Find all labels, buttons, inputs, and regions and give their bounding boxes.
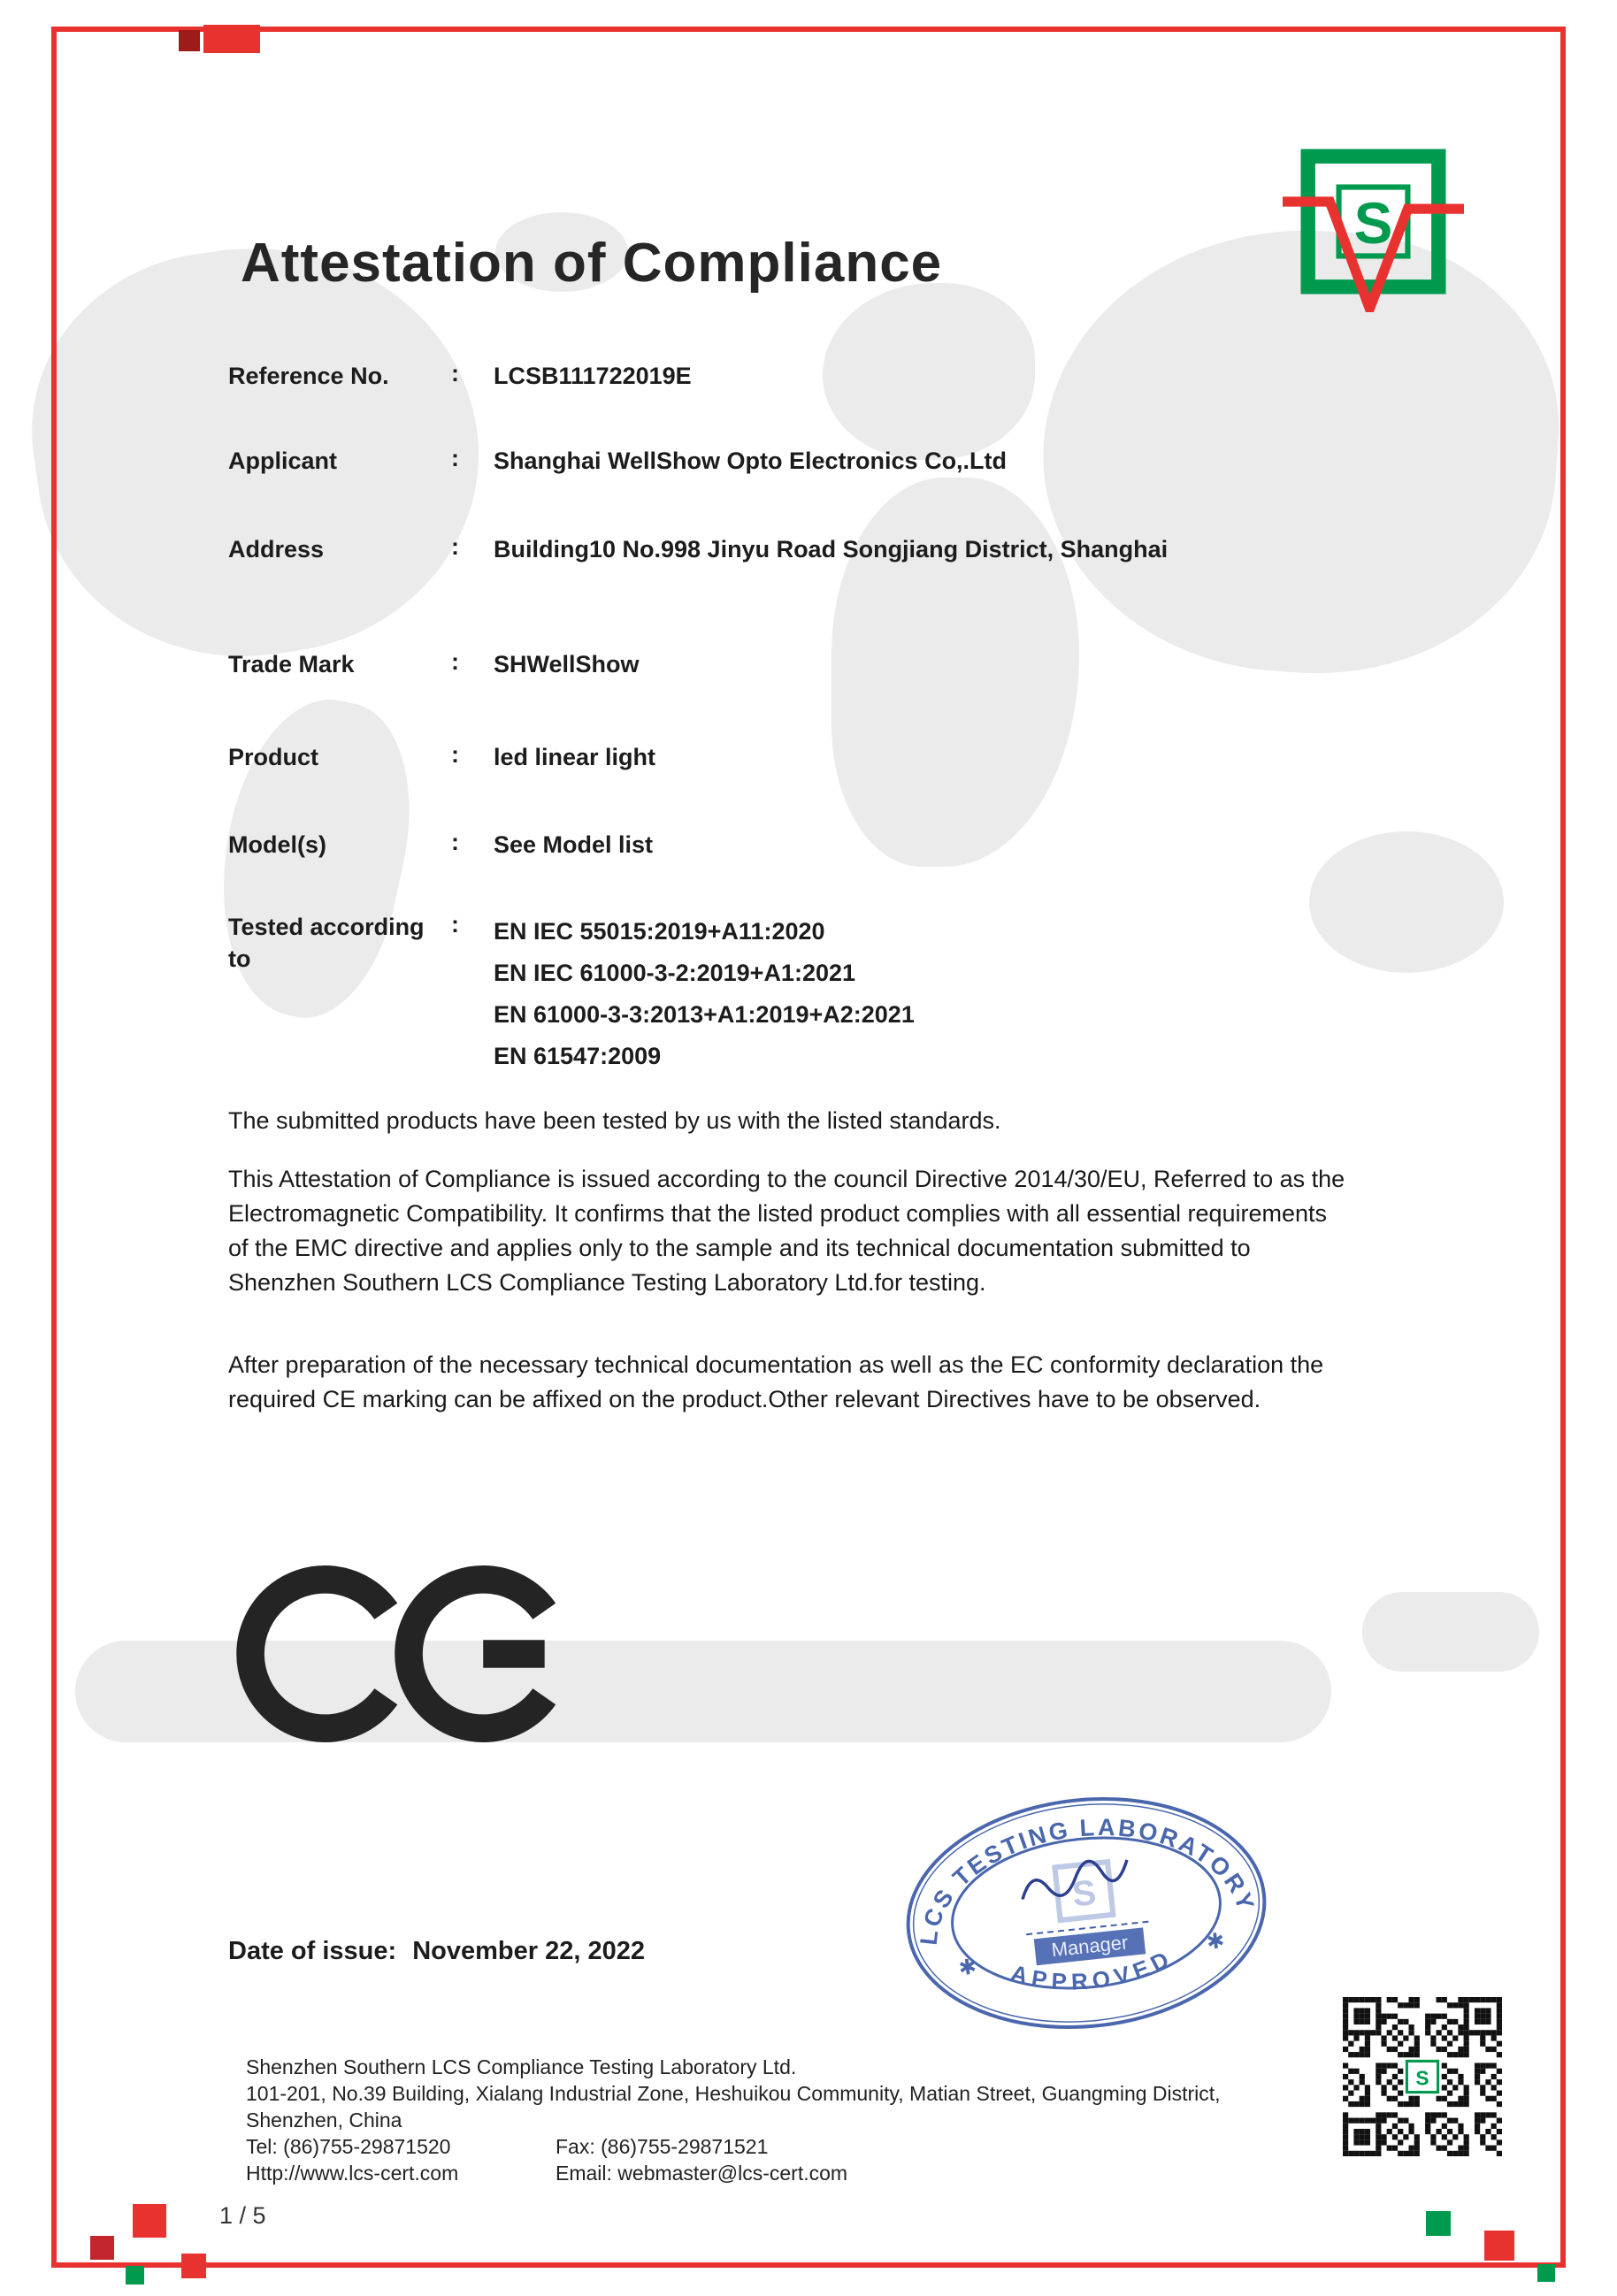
ce-mark-graphic [232, 1550, 586, 1758]
field-label: Product [228, 744, 319, 770]
field-separator: : [451, 445, 459, 471]
footer-fax: Fax: (86)755-29871521 [556, 2135, 769, 2158]
field-separator: : [451, 648, 459, 675]
footer-website: Http://www.lcs-cert.com [246, 2162, 459, 2185]
field-separator: : [451, 533, 459, 560]
qr-center-logo-letter: S [1415, 2066, 1429, 2090]
stamp-star-right: ✱ [1205, 1928, 1226, 1955]
field-applicant [228, 445, 1405, 477]
qr-code-graphic [1343, 1997, 1502, 2156]
stamp-top-text: LCS TESTING LABORATORY [915, 1813, 1261, 1947]
field-separator: : [451, 911, 459, 938]
field-trade-mark [228, 648, 1405, 680]
date-of-issue-value: November 22, 2022 [412, 1937, 646, 1965]
field-separator: : [451, 741, 459, 768]
standard-item: EN IEC 55015:2019+A11:2020 [494, 918, 825, 945]
paragraph-ce-marking-statement: After preparation of the necessary technical documentation as well as the EC conformity declaration the required CE marking can be affixed on the product.Other relevant Directives have to be observed. [228, 1351, 1324, 1412]
corner-decoration-bottom-left-1 [133, 2204, 166, 2238]
field-value: Building10 No.998 Jinyu Road Songjiang District, Shanghai [494, 536, 1169, 563]
page-title: Attestation of Compliance [241, 233, 943, 294]
paragraph-tested-statement: The submitted products have been tested by us with the listed standards. [228, 1107, 1001, 1134]
stamp-role-label: Manager [1050, 1931, 1130, 1962]
field-separator: : [451, 360, 459, 386]
field-label: Reference No. [228, 363, 389, 389]
field-separator: : [451, 829, 459, 855]
field-value: led linear light [494, 744, 656, 770]
footer-company: Shenzhen Southern LCS Compliance Testing Laboratory Ltd. [246, 2055, 797, 2078]
corner-decoration-bottom-right-2 [1484, 2231, 1514, 2261]
corner-decoration-top-left-dark [179, 30, 200, 51]
corner-decoration-bottom-left-4 [181, 2254, 206, 2278]
field-label: Tested according to [228, 914, 425, 972]
field-value: LCSB111722019E [494, 363, 692, 389]
field-product [228, 741, 1405, 773]
footer-email: Email: webmaster@lcs-cert.com [556, 2162, 848, 2185]
field-address [228, 533, 1405, 565]
qr-code [1343, 1997, 1502, 2156]
field-reference-no [228, 360, 1405, 392]
field-models [228, 829, 1405, 861]
footer-tel: Tel: (86)755-29871520 [246, 2135, 451, 2158]
field-label: Address [228, 536, 325, 563]
field-tested-according-to [228, 911, 1405, 1077]
approval-stamp-graphic [879, 1765, 1293, 2061]
page-number: 1 / 5 [219, 2202, 266, 2229]
standard-item: EN IEC 61000-3-2:2019+A1:2021 [494, 960, 856, 986]
stamp-center-logo-letter: S [1070, 1872, 1099, 1915]
field-value: See Model list [494, 831, 654, 858]
standard-item: EN 61000-3-3:2013+A1:2019+A2:2021 [494, 1001, 915, 1028]
lcs-logo-letter: S [1353, 191, 1393, 256]
ce-mark [232, 1550, 586, 1758]
footer-address-line2: Shenzhen, China [246, 2108, 402, 2131]
paragraph-attestation-statement: This Attestation of Compliance is issued according to the council Directive 2014/30/EU, Referred to as the Electromagnetic Compatibility. It confirms that the listed product complies with all essential requirements of the EMC directive and applies only to the sample and its technical documentation submitted to Shenzhen Southern LCS Compliance Testing Laboratory Ltd.for testing. [228, 1166, 1345, 1296]
corner-decoration-bottom-left-3 [126, 2266, 144, 2285]
corner-decoration-top-left-red [203, 25, 260, 53]
date-of-issue-label: Date of issue: [228, 1937, 397, 1965]
corner-decoration-bottom-right-1 [1426, 2211, 1451, 2236]
approval-stamp [879, 1765, 1293, 2061]
stamp-star-left: ✱ [957, 1955, 978, 1981]
corner-decoration-bottom-right-3 [1537, 2264, 1555, 2282]
lcs-logo [1283, 131, 1464, 312]
date-of-issue [228, 1937, 645, 1966]
lcs-logo-graphic [1283, 131, 1464, 312]
field-label: Trade Mark [228, 651, 355, 677]
field-label: Applicant [228, 448, 338, 474]
stamp-bottom-text: APPROVED [1008, 1943, 1178, 1995]
footer-address-line1: 101-201, No.39 Building, Xialang Industrial Zone, Heshuikou Community, Matian Street, Guangming District, [246, 2082, 1221, 2105]
standard-item: EN 61547:2009 [494, 1043, 662, 1069]
field-label: Model(s) [228, 831, 326, 858]
corner-decoration-bottom-left-2 [90, 2236, 114, 2260]
footer [246, 2054, 1221, 2186]
field-value: SHWellShow [494, 651, 640, 677]
field-value: Shanghai WellShow Opto Electronics Co,.Ltd [494, 448, 1008, 474]
standards-list [494, 911, 1405, 1077]
